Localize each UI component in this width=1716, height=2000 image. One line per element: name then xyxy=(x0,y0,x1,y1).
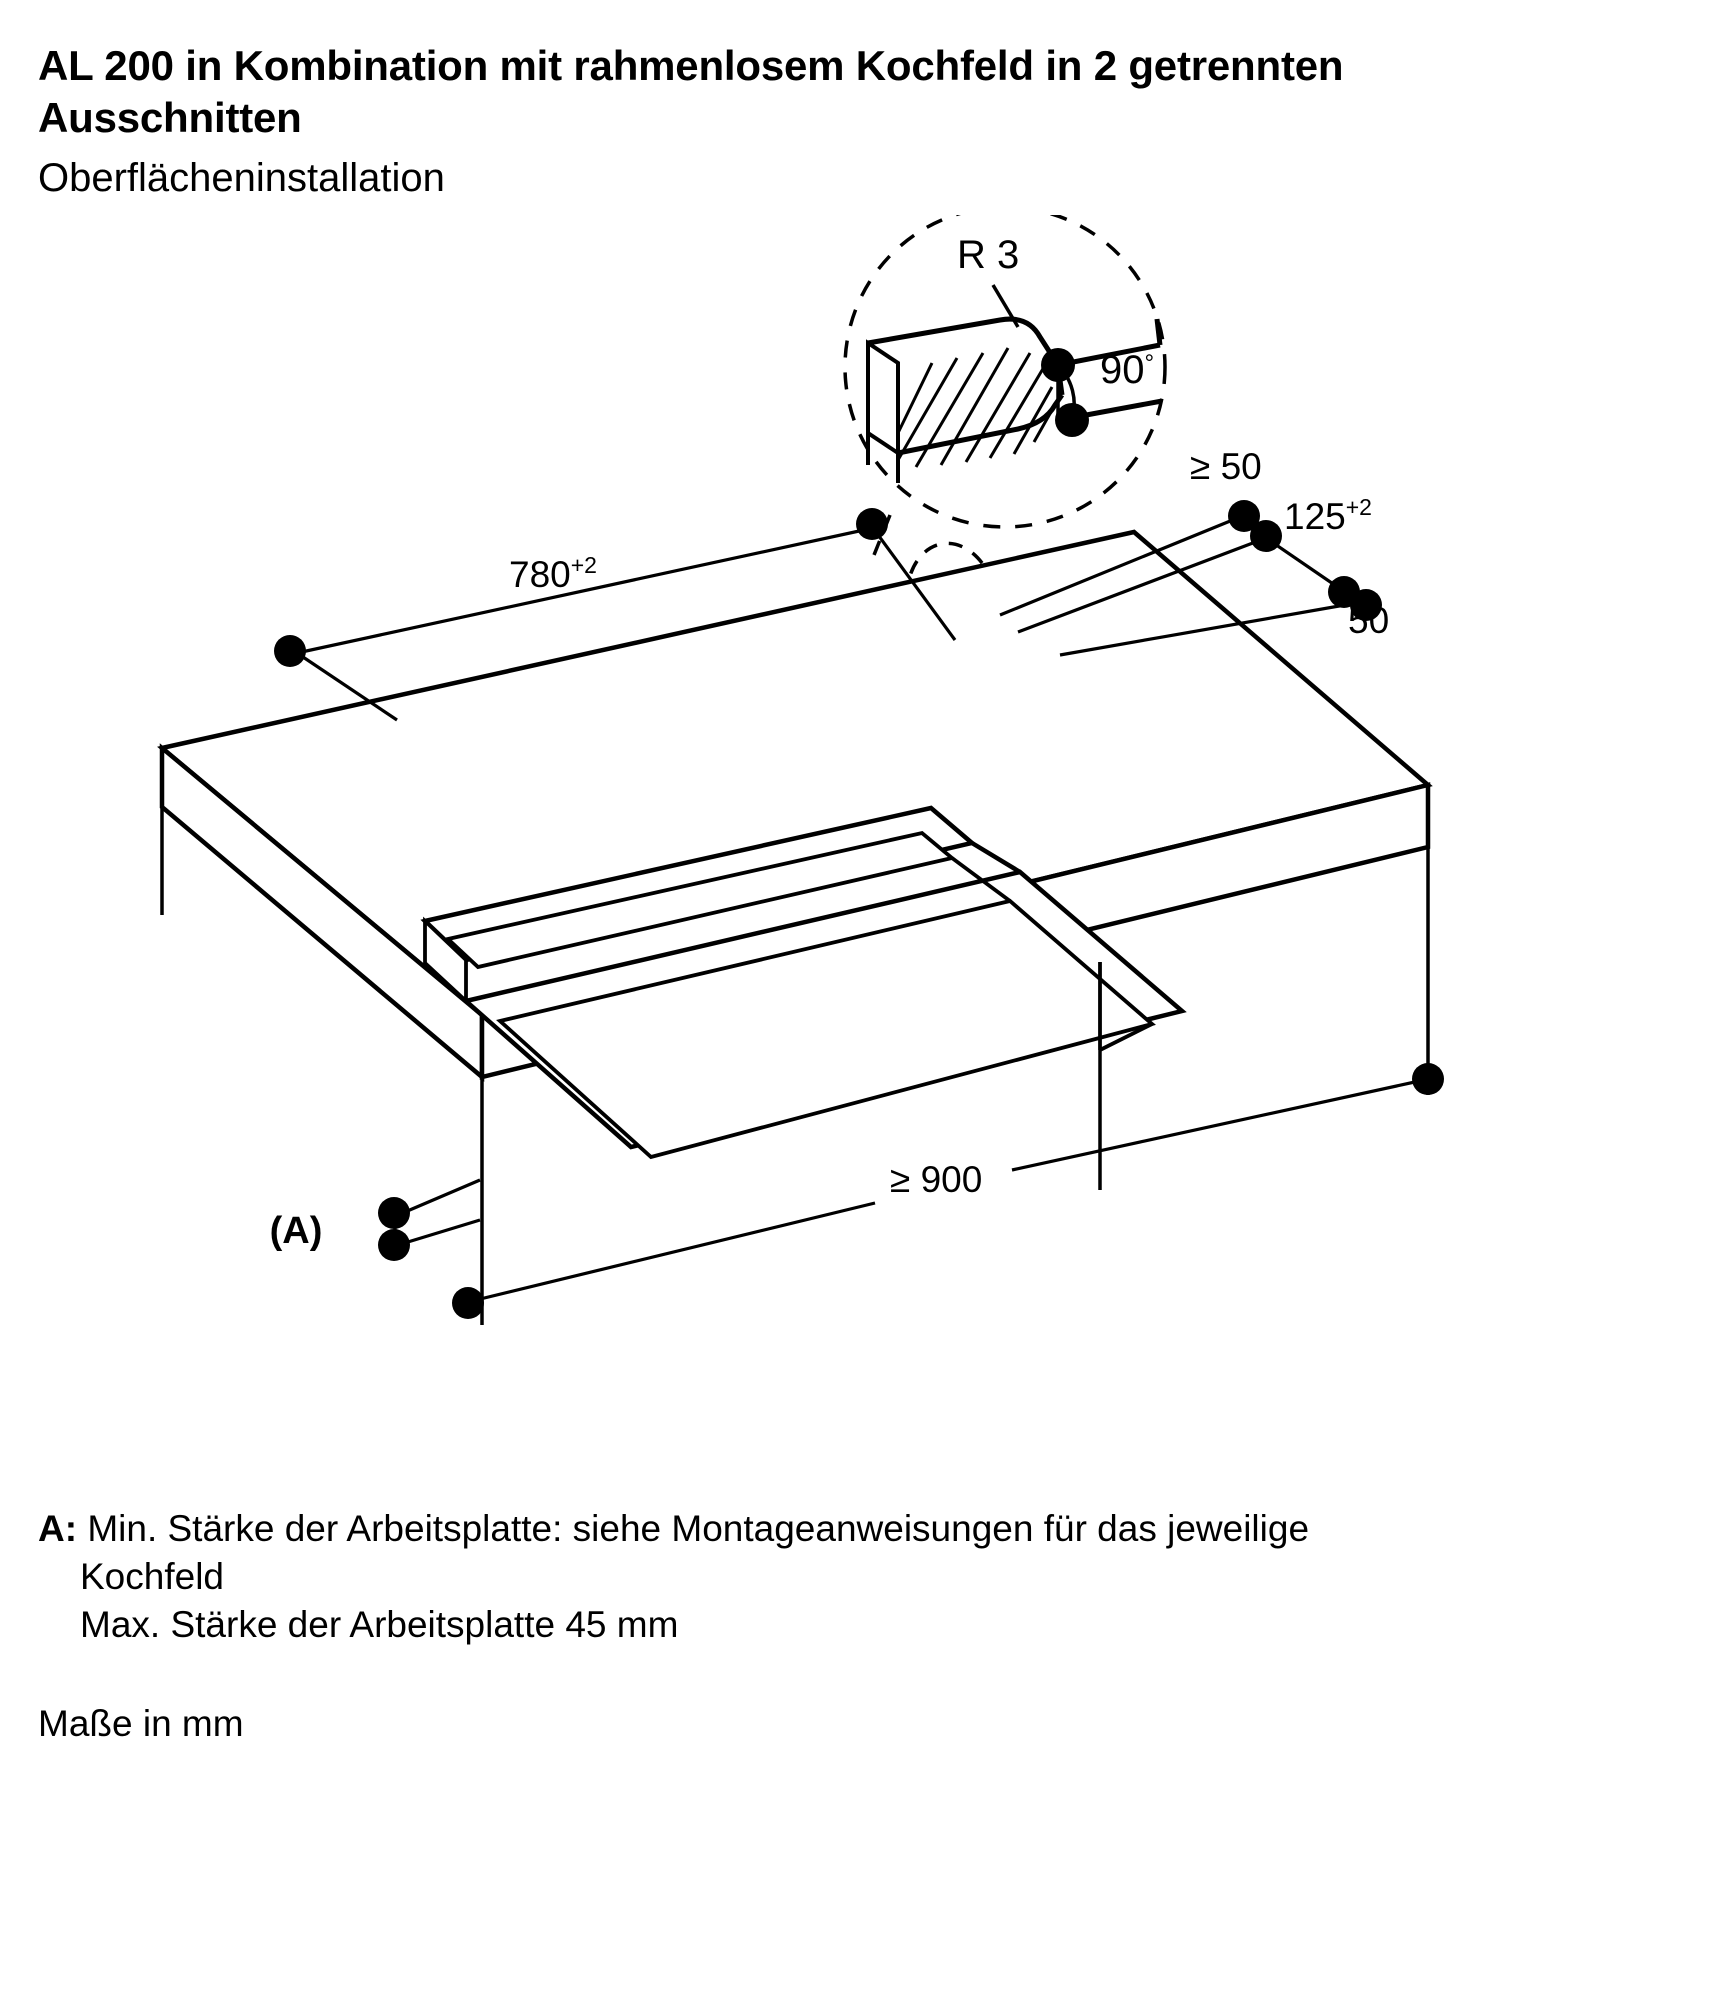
dimension-50-label: 50 xyxy=(1348,600,1390,641)
detail-profile-top xyxy=(868,319,1058,365)
page-title-line1: AL 200 in Kombination mit rahmenlosem Kochfeld in 2 getrennten xyxy=(38,42,1344,89)
dimension-min900-line-right xyxy=(1012,1080,1424,1170)
technical-drawing-container xyxy=(0,215,1716,1415)
note-line-1 xyxy=(38,1505,1678,1553)
note-text-1: Min. Stärke der Arbeitsplatte: siehe Montageanweisungen für das jeweilige xyxy=(87,1508,1310,1549)
reference-A-group xyxy=(270,1180,480,1261)
units-note: Maße in mm xyxy=(38,1703,244,1744)
isometric-drawing-svg xyxy=(0,215,1716,1415)
dimension-780-dot-right xyxy=(856,508,888,540)
page-title xyxy=(38,40,1638,144)
dimension-min900-label: ≥ 900 xyxy=(890,1159,983,1200)
page-subtitle: Oberflächeninstallation xyxy=(38,156,445,201)
notes-block xyxy=(38,1505,1678,1649)
dimension-125-dot-top xyxy=(1250,520,1282,552)
reference-A-dot-top xyxy=(378,1197,410,1229)
reference-A-label: (A) xyxy=(269,1210,323,1252)
reference-A-dot-bottom xyxy=(378,1229,410,1261)
note-line-2: Kochfeld xyxy=(80,1556,224,1598)
dimension-min50-label: ≥ 50 xyxy=(1190,446,1262,487)
detail-profile-bottom xyxy=(898,395,1062,453)
note-marker: A: xyxy=(38,1508,78,1549)
note-line-3: Max. Stärke der Arbeitsplatte 45 mm xyxy=(80,1604,679,1646)
detail-top-extension-tick xyxy=(1157,319,1160,345)
dimension-780-label: $780^{+2}$ xyxy=(509,552,597,595)
reference-A-leader-bottom xyxy=(398,1220,480,1245)
detail-angle-label: 90° xyxy=(1100,348,1155,392)
worktop-isometric-group xyxy=(162,532,1428,1325)
detail-edge-left-face xyxy=(868,343,898,453)
detail-radius-label: R 3 xyxy=(957,233,1020,277)
dimension-min900-dot-left xyxy=(452,1287,484,1319)
detail-block-bottom xyxy=(868,433,898,483)
reference-A-leader-top xyxy=(398,1180,480,1215)
dimension-min900-line-left xyxy=(472,1203,875,1301)
heading-block xyxy=(38,40,1638,204)
dimension-min900-dot-right xyxy=(1412,1063,1444,1095)
dimension-125-label: $125^{+2}$ xyxy=(1284,494,1372,537)
page-title-line2: Ausschnitten xyxy=(38,94,302,142)
dimension-780-dot-left xyxy=(274,635,306,667)
